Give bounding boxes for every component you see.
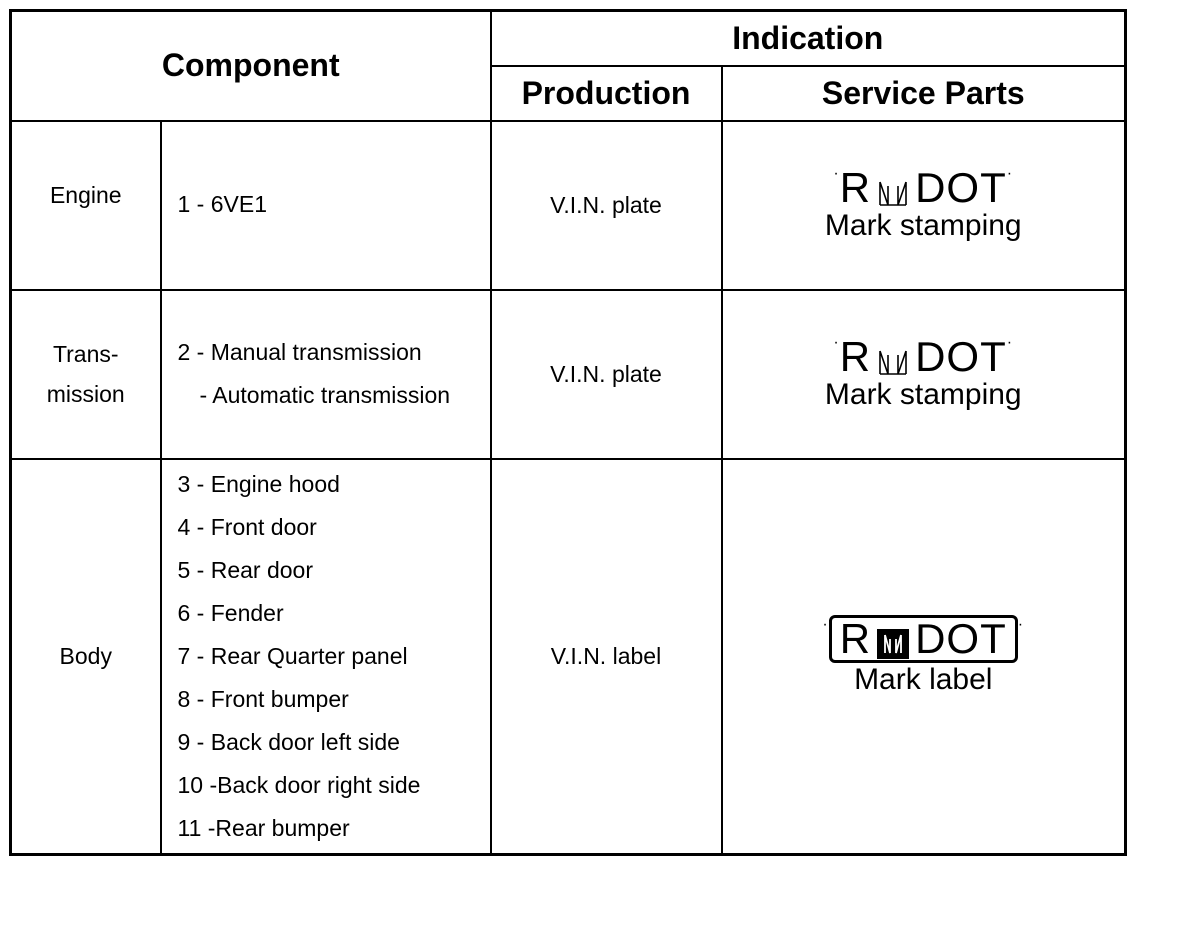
mark-caption: Mark stamping: [824, 378, 1022, 411]
production-label: V.I.N. plate: [550, 360, 662, 387]
header-indication: Indication: [491, 11, 1126, 66]
category-body: [11, 459, 161, 855]
header-production: Production: [491, 66, 722, 121]
mark-right-letters: DOT: [915, 615, 1007, 663]
component-list-engine: [161, 121, 491, 290]
component-item: 7 - Rear Quarter panel: [177, 642, 408, 669]
production-body: [491, 459, 722, 855]
component-item: 6 - Fender: [177, 599, 284, 626]
r-dot-mark-label-logo: · R DOT ·: [822, 615, 1025, 663]
component-list-transmission: [161, 290, 491, 459]
production-label: V.I.N. label: [550, 642, 662, 669]
component-item: - Automatic transmission: [199, 382, 451, 408]
mark-label-box: [829, 615, 1018, 663]
r-dot-mark-logo: · R DOT ·: [833, 333, 1014, 380]
category-label: Body: [59, 643, 112, 670]
component-item: 4 - Front door: [177, 513, 317, 540]
component-item: 5 - Rear door: [177, 556, 314, 583]
component-item: 9 - Back door left side: [177, 728, 400, 755]
service-parts-engine: [722, 121, 1126, 290]
component-item: 8 - Front bumper: [177, 685, 349, 712]
category-engine: [11, 121, 161, 290]
production-engine: [491, 121, 722, 290]
component-item: 11 -Rear bumper: [177, 814, 350, 841]
emblem-icon: [877, 173, 909, 203]
production-transmission: [491, 290, 722, 459]
mark-left-letter: R: [839, 333, 872, 380]
category-label-line2: mission: [46, 381, 125, 407]
production-label: V.I.N. plate: [550, 191, 662, 218]
component-item: 10 -Back door right side: [177, 771, 421, 798]
service-parts-transmission: [722, 290, 1126, 459]
component-item: 1 - 6VE1: [177, 190, 267, 217]
header-service-parts: Service Parts: [722, 66, 1126, 121]
mark-left-letter: R: [839, 164, 872, 211]
category-label: Engine: [49, 182, 122, 208]
table-row-body: [11, 459, 1126, 855]
table-row-transmission: [11, 290, 1126, 459]
emblem-icon: [877, 624, 909, 654]
component-list-body: [161, 459, 491, 855]
component-item: 2 - Manual transmission: [177, 339, 422, 365]
category-label-line1: Trans-: [52, 341, 119, 367]
header-component: Component: [11, 11, 491, 121]
table-row-engine: [11, 121, 1126, 290]
mark-caption: Mark label: [854, 663, 993, 697]
mark-caption: Mark stamping: [824, 209, 1022, 242]
emblem-icon: [877, 342, 909, 372]
r-dot-mark-logo: · R DOT ·: [833, 164, 1014, 211]
mark-left-letter: R: [839, 615, 872, 663]
mark-right-letters: DOT: [915, 164, 1007, 211]
service-parts-body: [722, 459, 1126, 855]
mark-right-letters: DOT: [915, 333, 1007, 380]
category-transmission: [11, 290, 161, 459]
component-item: 3 - Engine hood: [177, 470, 340, 497]
parts-marking-table: [9, 9, 1127, 856]
